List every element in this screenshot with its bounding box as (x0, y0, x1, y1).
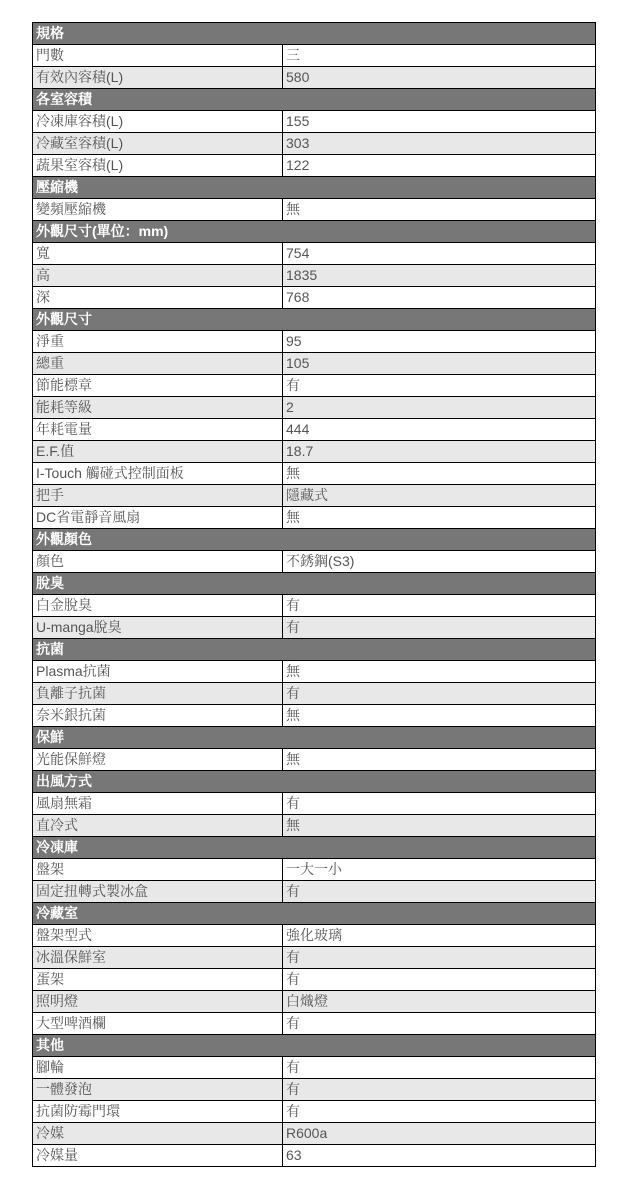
spec-label: 門數 (33, 45, 283, 67)
spec-row (33, 199, 596, 221)
spec-label: 冷媒量 (33, 1145, 283, 1167)
spec-value: 無 (283, 705, 596, 727)
spec-row (33, 507, 596, 529)
section-title: 保鮮 (33, 727, 596, 749)
spec-value: 122 (283, 155, 596, 177)
section-header-row (33, 177, 596, 199)
spec-row (33, 287, 596, 309)
section-header-row (33, 903, 596, 925)
spec-row (33, 485, 596, 507)
spec-table (32, 22, 596, 1167)
spec-row (33, 463, 596, 485)
section-header-row (33, 727, 596, 749)
spec-table-body (33, 23, 596, 1167)
spec-row (33, 265, 596, 287)
spec-label: 有效內容積(L) (33, 67, 283, 89)
spec-value: 有 (283, 1079, 596, 1101)
spec-row (33, 595, 596, 617)
spec-value: 155 (283, 111, 596, 133)
section-title: 脫臭 (33, 573, 596, 595)
spec-label: 冷媒 (33, 1123, 283, 1145)
spec-value: 18.7 (283, 441, 596, 463)
spec-value: 有 (283, 375, 596, 397)
spec-label: I-Touch 觸碰式控制面板 (33, 463, 283, 485)
section-header-row (33, 529, 596, 551)
section-header-row (33, 771, 596, 793)
spec-label: 光能保鮮燈 (33, 749, 283, 771)
spec-value: 有 (283, 595, 596, 617)
spec-row (33, 1079, 596, 1101)
spec-label: 固定扭轉式製冰盒 (33, 881, 283, 903)
spec-row (33, 419, 596, 441)
spec-label: 變頻壓縮機 (33, 199, 283, 221)
section-title: 出風方式 (33, 771, 596, 793)
spec-label: 高 (33, 265, 283, 287)
spec-label: E.F.值 (33, 441, 283, 463)
spec-label: 冷凍庫容積(L) (33, 111, 283, 133)
section-header-row (33, 309, 596, 331)
spec-label: 負離子抗菌 (33, 683, 283, 705)
spec-label: 照明燈 (33, 991, 283, 1013)
spec-row (33, 859, 596, 881)
spec-label: 顏色 (33, 551, 283, 573)
spec-label: 一體發泡 (33, 1079, 283, 1101)
spec-row (33, 969, 596, 991)
spec-label: 大型啤酒欄 (33, 1013, 283, 1035)
section-header-row (33, 89, 596, 111)
spec-row (33, 815, 596, 837)
spec-row (33, 45, 596, 67)
spec-row (33, 683, 596, 705)
spec-label: 總重 (33, 353, 283, 375)
spec-value: 有 (283, 793, 596, 815)
spec-value: 無 (283, 463, 596, 485)
spec-row (33, 705, 596, 727)
spec-label: 蔬果室容積(L) (33, 155, 283, 177)
spec-label: Plasma抗菌 (33, 661, 283, 683)
spec-label: 直冷式 (33, 815, 283, 837)
spec-value: 白熾燈 (283, 991, 596, 1013)
spec-value: 無 (283, 199, 596, 221)
spec-value: 303 (283, 133, 596, 155)
spec-value: 有 (283, 1057, 596, 1079)
section-header-row (33, 1035, 596, 1057)
spec-label: 冰溫保鮮室 (33, 947, 283, 969)
section-title: 抗菌 (33, 639, 596, 661)
spec-value: 95 (283, 331, 596, 353)
spec-value: 有 (283, 969, 596, 991)
spec-label: 盤架型式 (33, 925, 283, 947)
spec-value: 不銹鋼(S3) (283, 551, 596, 573)
spec-value: 580 (283, 67, 596, 89)
section-header-row (33, 573, 596, 595)
section-title: 規格 (33, 23, 596, 45)
spec-value: 有 (283, 617, 596, 639)
section-title: 各室容積 (33, 89, 596, 111)
section-title: 其他 (33, 1035, 596, 1057)
spec-row (33, 881, 596, 903)
spec-label: U-manga脫臭 (33, 617, 283, 639)
spec-row (33, 793, 596, 815)
section-header-row (33, 221, 596, 243)
spec-value: 無 (283, 507, 596, 529)
spec-value: 105 (283, 353, 596, 375)
spec-label: DC省電靜音風扇 (33, 507, 283, 529)
spec-row (33, 375, 596, 397)
section-title: 外觀尺寸(單位：mm) (33, 221, 596, 243)
spec-row (33, 133, 596, 155)
spec-row (33, 331, 596, 353)
spec-value: 無 (283, 661, 596, 683)
spec-row (33, 155, 596, 177)
section-title: 外觀尺寸 (33, 309, 596, 331)
spec-row (33, 991, 596, 1013)
spec-row (33, 397, 596, 419)
spec-value: R600a (283, 1123, 596, 1145)
spec-label: 奈米銀抗菌 (33, 705, 283, 727)
spec-label: 冷藏室容積(L) (33, 133, 283, 155)
section-header-row (33, 837, 596, 859)
spec-value: 有 (283, 683, 596, 705)
spec-value: 有 (283, 947, 596, 969)
spec-row (33, 749, 596, 771)
spec-value: 有 (283, 881, 596, 903)
spec-value: 754 (283, 243, 596, 265)
spec-label: 白金脫臭 (33, 595, 283, 617)
spec-row (33, 67, 596, 89)
spec-label: 能耗等級 (33, 397, 283, 419)
spec-label: 抗菌防霉門環 (33, 1101, 283, 1123)
spec-value: 63 (283, 1145, 596, 1167)
spec-row (33, 947, 596, 969)
spec-row (33, 1057, 596, 1079)
spec-value: 強化玻璃 (283, 925, 596, 947)
spec-value: 隱藏式 (283, 485, 596, 507)
spec-row (33, 925, 596, 947)
spec-value: 444 (283, 419, 596, 441)
spec-row (33, 111, 596, 133)
spec-row (33, 1101, 596, 1123)
section-header-row (33, 23, 596, 45)
spec-value: 768 (283, 287, 596, 309)
spec-label: 節能標章 (33, 375, 283, 397)
spec-row (33, 1123, 596, 1145)
section-title: 外觀顏色 (33, 529, 596, 551)
section-header-row (33, 639, 596, 661)
spec-value: 三 (283, 45, 596, 67)
spec-row (33, 353, 596, 375)
spec-label: 盤架 (33, 859, 283, 881)
spec-value: 有 (283, 1013, 596, 1035)
spec-row (33, 551, 596, 573)
spec-value: 2 (283, 397, 596, 419)
spec-label: 蛋架 (33, 969, 283, 991)
spec-row (33, 617, 596, 639)
spec-row (33, 243, 596, 265)
spec-value: 一大一小 (283, 859, 596, 881)
section-title: 冷凍庫 (33, 837, 596, 859)
spec-row (33, 661, 596, 683)
section-title: 壓縮機 (33, 177, 596, 199)
spec-row (33, 441, 596, 463)
spec-label: 深 (33, 287, 283, 309)
spec-label: 年耗電量 (33, 419, 283, 441)
spec-value: 無 (283, 749, 596, 771)
spec-label: 寬 (33, 243, 283, 265)
spec-row (33, 1145, 596, 1167)
spec-row (33, 1013, 596, 1035)
spec-label: 風扇無霜 (33, 793, 283, 815)
spec-label: 淨重 (33, 331, 283, 353)
spec-value: 1835 (283, 265, 596, 287)
spec-label: 把手 (33, 485, 283, 507)
spec-label: 腳輪 (33, 1057, 283, 1079)
spec-value: 有 (283, 1101, 596, 1123)
section-title: 冷藏室 (33, 903, 596, 925)
spec-value: 無 (283, 815, 596, 837)
